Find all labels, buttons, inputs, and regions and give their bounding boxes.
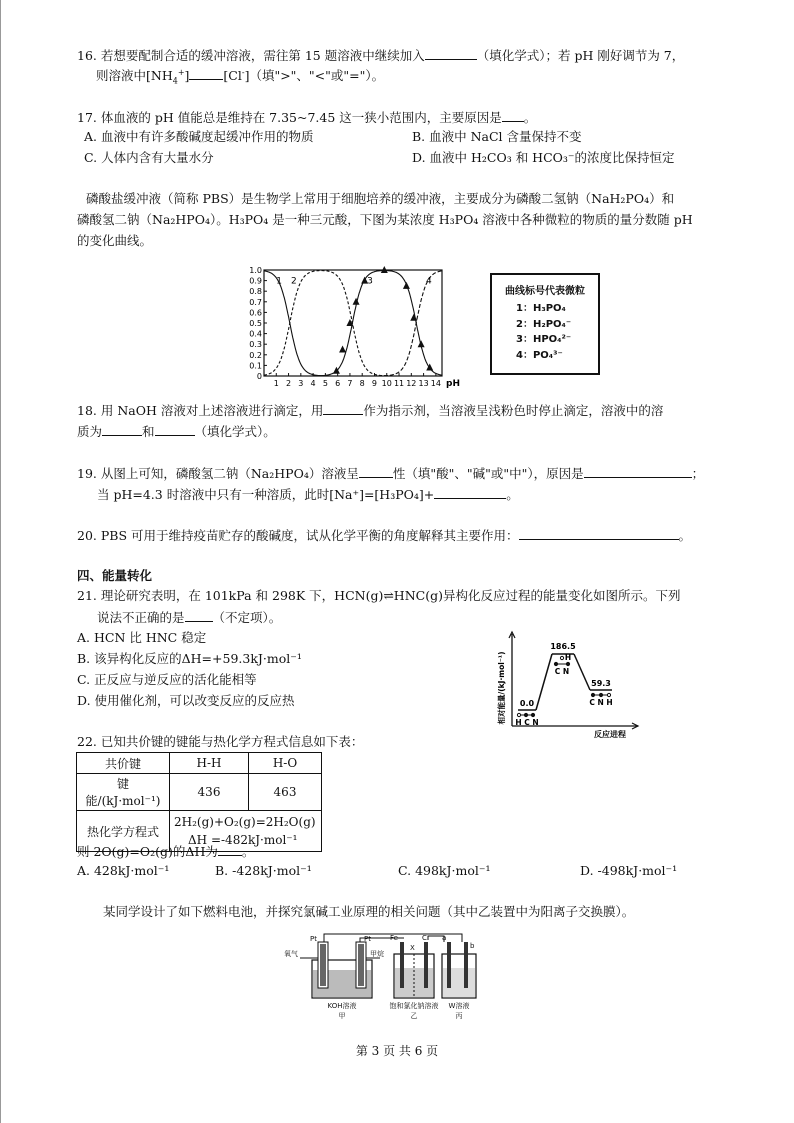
q19-blank2[interactable]	[584, 465, 692, 478]
q22-option-d[interactable]: D. -498kJ·mol⁻¹	[580, 863, 678, 878]
table-header-label: 共价键	[77, 753, 170, 774]
curve-label-2: 2	[291, 276, 297, 287]
q16-text-d: ]	[184, 68, 190, 83]
q18-line2	[77, 423, 276, 440]
q21-line2	[97, 609, 281, 626]
y-tick-label: 1.0	[249, 266, 262, 275]
legend-item-3: 3：HPO₄²⁻	[516, 334, 572, 345]
q23-intro: 某同学设计了如下燃料电池，并探究氯碱工业原理的相关问题（其中乙装置中为阳离子交换膜）。	[103, 904, 635, 919]
chart-legend	[490, 273, 600, 375]
y-tick-label: 0.3	[249, 340, 262, 350]
q22-blank[interactable]	[218, 843, 242, 856]
pbs-intro-line1: 磷酸盐缓冲液（简称 PBS）是生物学上常用于细胞培养的缓冲液，主要成分为磷酸二氢钠（NaH₂PO₄）和	[86, 191, 675, 206]
x-tick-label: 3	[298, 379, 304, 388]
x-tick-label: 2	[286, 379, 292, 388]
energy-species-2: C N H	[589, 698, 613, 707]
legend-title: 曲线标号代表微粒	[505, 286, 585, 297]
q19-blank1[interactable]	[359, 465, 393, 478]
x-tick-label: 7	[347, 379, 353, 388]
q19-text-d: 当 pH=4.3 时溶液中只有一种溶质，此时[Na⁺]=[H₃PO₄]+	[97, 487, 435, 502]
label-x: X	[410, 944, 415, 952]
label-nacl: 饱和氯化钠溶液	[389, 1002, 439, 1010]
q18-text: 18. 用 NaOH 溶液对上述溶液进行滴定，用	[77, 403, 324, 418]
x-tick-label: 13	[418, 379, 429, 388]
data-marker	[410, 314, 417, 321]
q22-option-a[interactable]: A. 428kJ·mol⁻¹	[77, 863, 170, 878]
q18-blank3[interactable]	[155, 423, 195, 436]
label-methane: 甲烷	[370, 950, 384, 958]
q16-text-e: [Cl	[223, 68, 242, 83]
q18-text-d: 和	[142, 424, 155, 439]
table-cell-label: 键能/(kJ·mol⁻¹)	[77, 774, 170, 811]
q17-option-b[interactable]: B. 血液中 NaCl 含量保持不变	[412, 129, 582, 144]
x-tick-label: 11	[393, 379, 405, 388]
y-tick-label: 0.7	[249, 297, 262, 307]
curve-label-4: 4	[426, 276, 432, 287]
energy-level-2: 59.3	[591, 679, 611, 688]
curve-label-1: 1	[276, 276, 283, 287]
q21-blank[interactable]	[185, 609, 213, 622]
q17-option-c[interactable]: C. 人体内含有大量水分	[84, 150, 214, 165]
section-title: 四、能量转化	[77, 568, 153, 583]
q16-text-c: 则溶液中[NH	[96, 68, 173, 83]
energy-ylabel: 相对能量/(kJ·mol⁻¹)	[497, 651, 506, 725]
x-tick-label: 12	[406, 379, 417, 388]
q20-blank[interactable]	[519, 527, 679, 540]
q22-ask-end: 。	[241, 844, 255, 859]
y-tick-label: 0.4	[249, 329, 262, 339]
q19-text-e: 。	[506, 487, 519, 502]
x-tick-label: 14	[430, 379, 441, 388]
distribution-chart	[238, 262, 470, 390]
q17-text: 17. 体血液的 pH 值能总是维持在 7.35~7.45 这一狭小范围内，主要原因是	[77, 110, 502, 125]
electrolysis-apparatus	[282, 930, 502, 1022]
x-tick-label: 10	[381, 379, 392, 388]
q16-line1	[77, 47, 684, 64]
data-marker	[403, 282, 410, 289]
legend-item-1: 1：H₃PO₄	[516, 303, 566, 314]
q22-option-c[interactable]: C. 498kJ·mol⁻¹	[398, 863, 491, 878]
table-row	[77, 774, 322, 811]
q19-line1	[77, 465, 704, 482]
q19-blank3[interactable]	[434, 486, 506, 499]
energy-level-1: 186.5	[550, 642, 576, 651]
q19-text: 19. 从图上可知，磷酸氢二钠（Na₂HPO₄）溶液呈	[77, 466, 359, 481]
table-header-hh: H-H	[170, 753, 249, 774]
label-pt1: Pt	[310, 935, 317, 943]
q16-line2	[96, 67, 384, 84]
table-row	[77, 753, 322, 774]
q18-blank1[interactable]	[323, 402, 363, 415]
label-a: a	[442, 934, 447, 942]
q18-blank2[interactable]	[102, 423, 142, 436]
label-b: b	[470, 942, 475, 950]
x-tick-label: 4	[310, 379, 316, 388]
y-tick-label: 0	[256, 372, 262, 381]
table-header-ho: H-O	[249, 753, 322, 774]
energy-species-0: H C N	[515, 718, 539, 727]
q21-line1: 21. 理论研究表明，在 101kPa 和 298K 下，HCN(g)⇌HNC(g)异构化反应过程的能量变化如图所示。下列	[77, 588, 681, 603]
energy-xlabel: 反应进程	[594, 730, 626, 739]
q18-text-b: 作为指示剂，当溶液呈浅粉色时停止滴定，溶液中的溶	[363, 403, 664, 418]
q21-text-b: （不定项）。	[212, 610, 282, 625]
bond-energy-table	[76, 752, 322, 852]
q20-line1	[77, 527, 691, 544]
q21-option-c[interactable]: C. 正反应与逆反应的活化能相等	[77, 672, 257, 687]
y-tick-label: 0.9	[249, 276, 262, 286]
table-cell-ho: 463	[249, 774, 322, 811]
data-marker	[353, 298, 360, 305]
q16-text: 16. 若想要配制合适的缓冲溶液，需往第 15 题溶液中继续加入	[77, 48, 425, 63]
label-oxygen: 氧气	[284, 950, 298, 958]
label-jia: 甲	[338, 1012, 346, 1020]
q21-option-d[interactable]: D. 使用催化剂，可以改变反应的反应热	[77, 693, 295, 708]
page-edge	[0, 0, 1, 1123]
label-yi: 乙	[410, 1012, 418, 1020]
label-pt2: Pt	[364, 935, 371, 943]
q17-option-a[interactable]: A. 血液中有许多酸碱度起缓冲作用的物质	[84, 129, 314, 144]
q16-blank2[interactable]	[189, 67, 223, 80]
label-w: W溶液	[448, 1002, 470, 1010]
table-equation: 2H₂(g)+O₂(g)=2H₂O(g)	[174, 815, 316, 829]
q17-blank[interactable]	[502, 109, 524, 122]
energy-diagram	[490, 630, 670, 742]
q16-sub4: 4	[172, 76, 178, 86]
y-tick-label: 0.5	[249, 319, 262, 328]
q22-ask-text: 则 2O(g)=O₂(g)的ΔH为	[77, 844, 218, 859]
y-tick-label: 0.2	[249, 350, 262, 360]
q21-text: 说法不正确的是	[97, 610, 185, 625]
q18-text-e: （填化学式）。	[194, 424, 276, 439]
y-tick-label: 0.1	[249, 361, 262, 371]
q17-option-d[interactable]: D. 血液中 H₂CO₃ 和 HCO₃⁻的浓度比保持恒定	[412, 150, 675, 165]
curve-label-3: 3	[367, 276, 373, 287]
q22-ask	[77, 843, 254, 860]
q19-text-c: ；	[691, 466, 705, 481]
x-tick-label: 9	[371, 379, 378, 388]
x-tick-label: 6	[335, 379, 341, 388]
y-tick-label: 0.6	[249, 308, 262, 318]
q19-line2	[97, 486, 519, 503]
energy-ts-atom: H	[564, 653, 572, 662]
label-c: C	[422, 934, 427, 942]
energy-species-1: C N	[554, 667, 570, 676]
q20-text: 20. PBS 可用于维持疫苗贮存的酸碱度，试从化学平衡的角度解释其主要作用：	[77, 528, 519, 543]
q16-blank1[interactable]	[425, 47, 477, 60]
q22-stem: 22. 已知共价键的键能与热化学方程式信息如下表：	[77, 734, 364, 749]
x-tick-label: 5	[322, 379, 328, 388]
table-delta-h: ΔH =-482kJ·mol⁻¹	[188, 833, 298, 847]
q17-stem	[77, 109, 536, 126]
q16-text-b: （填化学式）；若 pH 刚好调节为 7，	[476, 48, 685, 63]
label-koh: KOH溶液	[327, 1002, 357, 1010]
q16-text-f: ]（填">"、"<"或"="）。	[244, 68, 385, 83]
pbs-intro-line2: 磷酸氢二钠（Na₂HPO₄）。H₃PO₄ 是一种三元酸，下图为某浓度 H₃PO₄ 溶液中各种微粒的物质的量分数随 pH	[77, 212, 693, 227]
data-marker	[418, 340, 425, 347]
q20-text-b: 。	[678, 528, 692, 543]
pbs-intro-line3: 的变化曲线。	[77, 233, 153, 248]
q16-sup-minus: -	[241, 67, 245, 77]
energy-level-0: 0.0	[519, 699, 535, 708]
x-tick-label: 8	[359, 379, 365, 388]
legend-item-2: 2：H₂PO₄⁻	[516, 318, 572, 330]
q18-line1	[77, 402, 663, 419]
q19-text-b: 性（填"酸"、"碱"或"中"），原因是	[392, 466, 584, 481]
data-marker	[339, 346, 346, 353]
q18-text-c: 质为	[77, 424, 103, 439]
label-fe: Fe	[390, 934, 398, 942]
table-cell-eq-label: 热化学方程式	[77, 811, 170, 852]
q16-sup-plus: +	[177, 67, 185, 77]
q21-option-b[interactable]: B. 该异构化反应的ΔH=+59.3kJ·mol⁻¹	[77, 651, 302, 666]
x-axis-label: pH	[446, 379, 460, 389]
q22-option-b[interactable]: B. -428kJ·mol⁻¹	[215, 863, 312, 878]
page-number: 第 3 页 共 6 页	[355, 1044, 439, 1058]
y-tick-label: 0.8	[249, 287, 262, 297]
q21-option-a[interactable]: A. HCN 比 HNC 稳定	[77, 630, 207, 645]
x-tick-label: 1	[273, 379, 279, 388]
table-cell-hh: 436	[170, 774, 249, 811]
q17-end: 。	[523, 110, 537, 125]
label-bing: 丙	[455, 1012, 463, 1020]
legend-item-4: 4：PO₄³⁻	[516, 349, 563, 361]
